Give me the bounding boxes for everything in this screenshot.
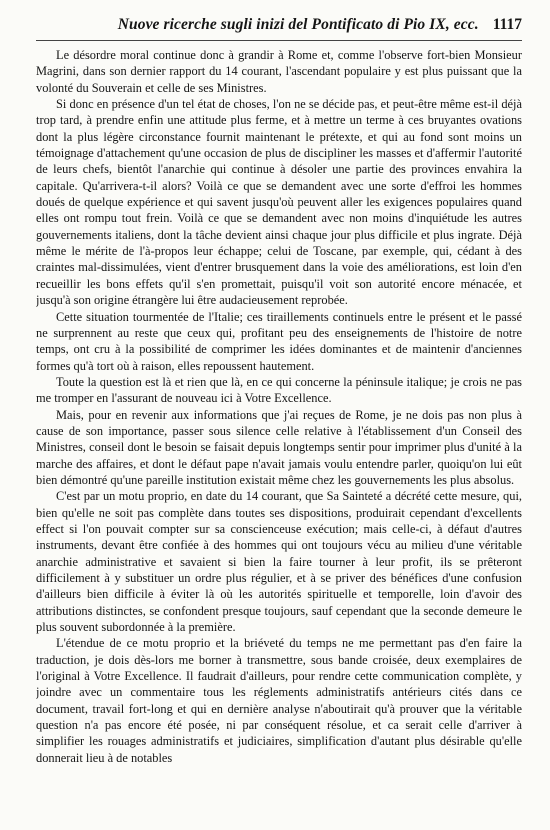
paragraph: Cette situation tourmentée de l'Italie; ces tiraillements continuels entre le présent et le passé ne surprennent au reste que ceux qui, profitant peu des enseignements de l'histoire de notre temps, ont cru à la possibilité de comprimer les idées dominantes et de maintenir d'anciennes formes qu'à tort où à raison, elles repoussent hautement. xyxy=(36,309,522,373)
running-header xyxy=(40,10,522,40)
paragraph: Le désordre moral continue donc à grandir à Rome et, comme l'observe fort-bien Monsieur Magrini, dans son dernier rapport du 14 courant, l'ascendant populaire y est plus puissant que la volonté du Souverain et celle de ses Ministres. xyxy=(36,48,522,95)
paragraph: Mais, pour en revenir aux informations que j'ai reçues de Rome, je ne dois pas non plus à cause de son importance, passer sous silence celle relative à l'établissement d'un Conseil des Ministres, conseil dont le besoin se faisait depuis longtemps sentir pour imprimer plus d'unité à la marche des affaires, et dont le défaut pape n'avait jamais voulu entendre parler, quoiqu'on lui eût bien démontré qu'une pareille institution existait même chez les gouvernements les plus absolus. xyxy=(36,407,522,487)
body-text xyxy=(36,47,522,828)
running-title: Nuove ricerche sugli inizi del Pontificato di Pio IX, ecc. xyxy=(117,16,479,33)
paragraph: Si donc en présence d'un tel état de choses, l'on ne se décide pas, et peut-être même est-il déjà trop tard, à prendre enfin une attitude plus ferme, et à mettre un terme à ces bruyantes ovations dont la plus légère circonstance fournit maintenant le prétexte, et qui au fond sont moins un témoignage d'attachement qu'une occasion de plus de discipliner les masses et d'affermir l'autorité de leurs chefs, bientôt l'anarchie qui continue à désoler une partie des provinces envahira la capitale. Qu'arrivera-t-il alors? Voilà ce que se demandent avec une sorte d'effroi les hommes doués de quelque expérience et qui savent jusqu'où peuvent aller les exigences populaires quand elles ont rompu tout frein. Voilà ce que se demandent avec non moins d'inquiétude les autres gouvernements italiens, dont la tâche devient ainsi chaque jour plus difficile et plus ingrate. Déjà même le mérite de l'à-propos leur échappe; celui de Toscane, par exemple, qui, cédant à des craintes mal-dissimulées, vient d'entrer brusquement dans la voie des améliorations, est loin d'en recueillir les bons effets qu'il s'en promettait, puisqu'il voit son autorité encore ménacée, et jusqu'à son origine étrangère lui être audacieusement reprobée. xyxy=(36,97,522,308)
paragraph: C'est par un motu proprio, en date du 14 courant, que Sa Sainteté a décrété cette mesure, qui, bien qu'elle ne soit pas complète dans toutes ses dispositions, produirait cependant d'excellents effect si l'on pouvait compter sur sa conscienceuse exécution; mais celle-ci, à défaut d'autres instruments, devant être confiée à des hommes qui ont toujours vécu au milieu d'une véritable anarchie administrative et savaient si bien la faire tourner à leur profit, ils se prêteront difficilement à y substituer un ordre plus régulier, et à se priver des bénéfices d'une confusion d'ailleurs bien difficile à éviter là où les autorités spirituelle et temporelle, loin d'avoir des attributions distinctes, se confondent presque toujours, sauf cependant que la seconde demeure le plus souvent subordonnée à la première. xyxy=(36,489,522,635)
paragraph: Toute la question est là et rien que là, en ce qui concerne la péninsule italique; je crois ne pas me tromper en l'assurant de nouveau ici à Votre Excellence. xyxy=(36,374,522,406)
header-rule xyxy=(36,40,522,42)
paragraph: L'étendue de ce motu proprio et la briéveté du temps ne me permettant pas d'en faire la traduction, je dois dès-lors me borner à transmettre, sous bande croisée, deux exemplaires de l'original à Votre Excellence. Il faudrait d'ailleurs, pour rendre cette communication complète, y joindre avec un commentaire tous les réglements administratifs antérieurs cités dans ce document, travail fort-long et qui en dernière analyse n'aboutirait qu'à prouver que la véritable question n'a pas encore été posée, ni par conséquent résolue, et ca serait celle d'arriver à simplifier les rouages administratifs et judiciaires, simplification d'autant plus désirable qu'elle donnerait lieu à de notables xyxy=(36,636,522,765)
page-number: 1117 xyxy=(492,16,522,33)
